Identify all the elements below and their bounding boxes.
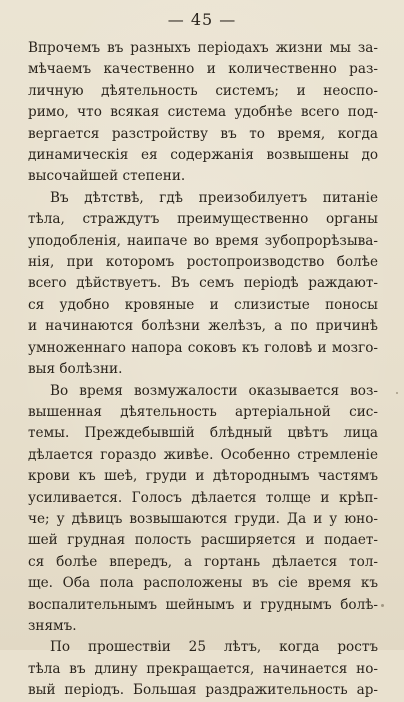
text-line: личную дѣятельность системъ; и неоспо- [28, 82, 378, 99]
text-line: и начинаются болѣзни желѣзъ, а по причинѣ [28, 318, 378, 335]
text-line: шей грудная полость расширяется и подает- [28, 532, 378, 549]
text-line: высочайшей степени. [28, 168, 186, 185]
text-line: мѣчаемъ качественно и количественно раз- [28, 61, 378, 78]
text-line: темы. Преждебывшій блѣдный цвѣтъ лица [28, 425, 378, 442]
text-line: знямъ. [28, 617, 77, 634]
text-line: вый періодъ. Большая раздражительность ар- [28, 682, 378, 699]
text-line: Въ дѣтствѣ, гдѣ преизобилуетъ питаніе [50, 189, 378, 206]
text-line: ся удобно кровяные и слизистые поносы [28, 296, 378, 313]
text-line: вергается разстройству въ то время, когда [28, 125, 378, 142]
page-number: — 45 — [167, 10, 237, 29]
text-line: По прошествіи 25 лѣтъ, когда ростъ [50, 639, 378, 656]
text-line: тѣла, страждутъ преимущественно органы [28, 211, 378, 228]
text-line: ще. Оба пола расположены въ сіе время къ [28, 575, 378, 592]
paragraph-4 [28, 637, 378, 701]
paper-speck [396, 392, 398, 394]
text-line: римо, что всякая система удобнѣе всего под- [28, 104, 378, 121]
text-line: крови къ шеѣ, груди и дѣтороднымъ частямъ [28, 468, 378, 485]
text-line: усиливается. Голосъ дѣлается толще и крѣп- [28, 489, 378, 506]
text-line: умноженнаго напора соковъ къ головѣ и мозго- [28, 339, 378, 356]
text-line: Во время возмужалости оказывается воз- [50, 382, 378, 399]
text-line: дѣлается гораздо живѣе. Особенно стремленіе [28, 446, 378, 463]
text-line: всего дѣйствуетъ. Въ семъ періодѣ раждают- [28, 275, 378, 292]
text-line: че; у дѣвицъ возвышаются груди. Да и у юно- [28, 510, 378, 527]
body-text [28, 38, 378, 702]
text-line: нія, при которомъ ростопроизводство болѣе [28, 254, 378, 271]
paragraph-2 [28, 188, 378, 381]
paper-speck [381, 604, 384, 607]
paragraph-1 [28, 38, 378, 188]
text-line: уподобленія, наипаче во время зубопрорѣзыва- [28, 232, 378, 249]
text-line: воспалительнымъ шейнымъ и груднымъ болѣ- [28, 596, 378, 613]
text-line: выя болѣзни. [28, 361, 123, 378]
text-line: тѣла въ длину прекращается, начинается но- [28, 660, 378, 677]
text-line: ся болѣе впередъ, а гортань дѣлается тол- [28, 553, 378, 570]
text-line: вышенная дѣятельность артеріальной сис- [28, 403, 378, 420]
text-line: Впрочемъ въ разныхъ періодахъ жизни мы за- [28, 40, 378, 56]
text-line: динамическія ея содержанія возвышены до [28, 147, 378, 164]
paragraph-3 [28, 381, 378, 638]
